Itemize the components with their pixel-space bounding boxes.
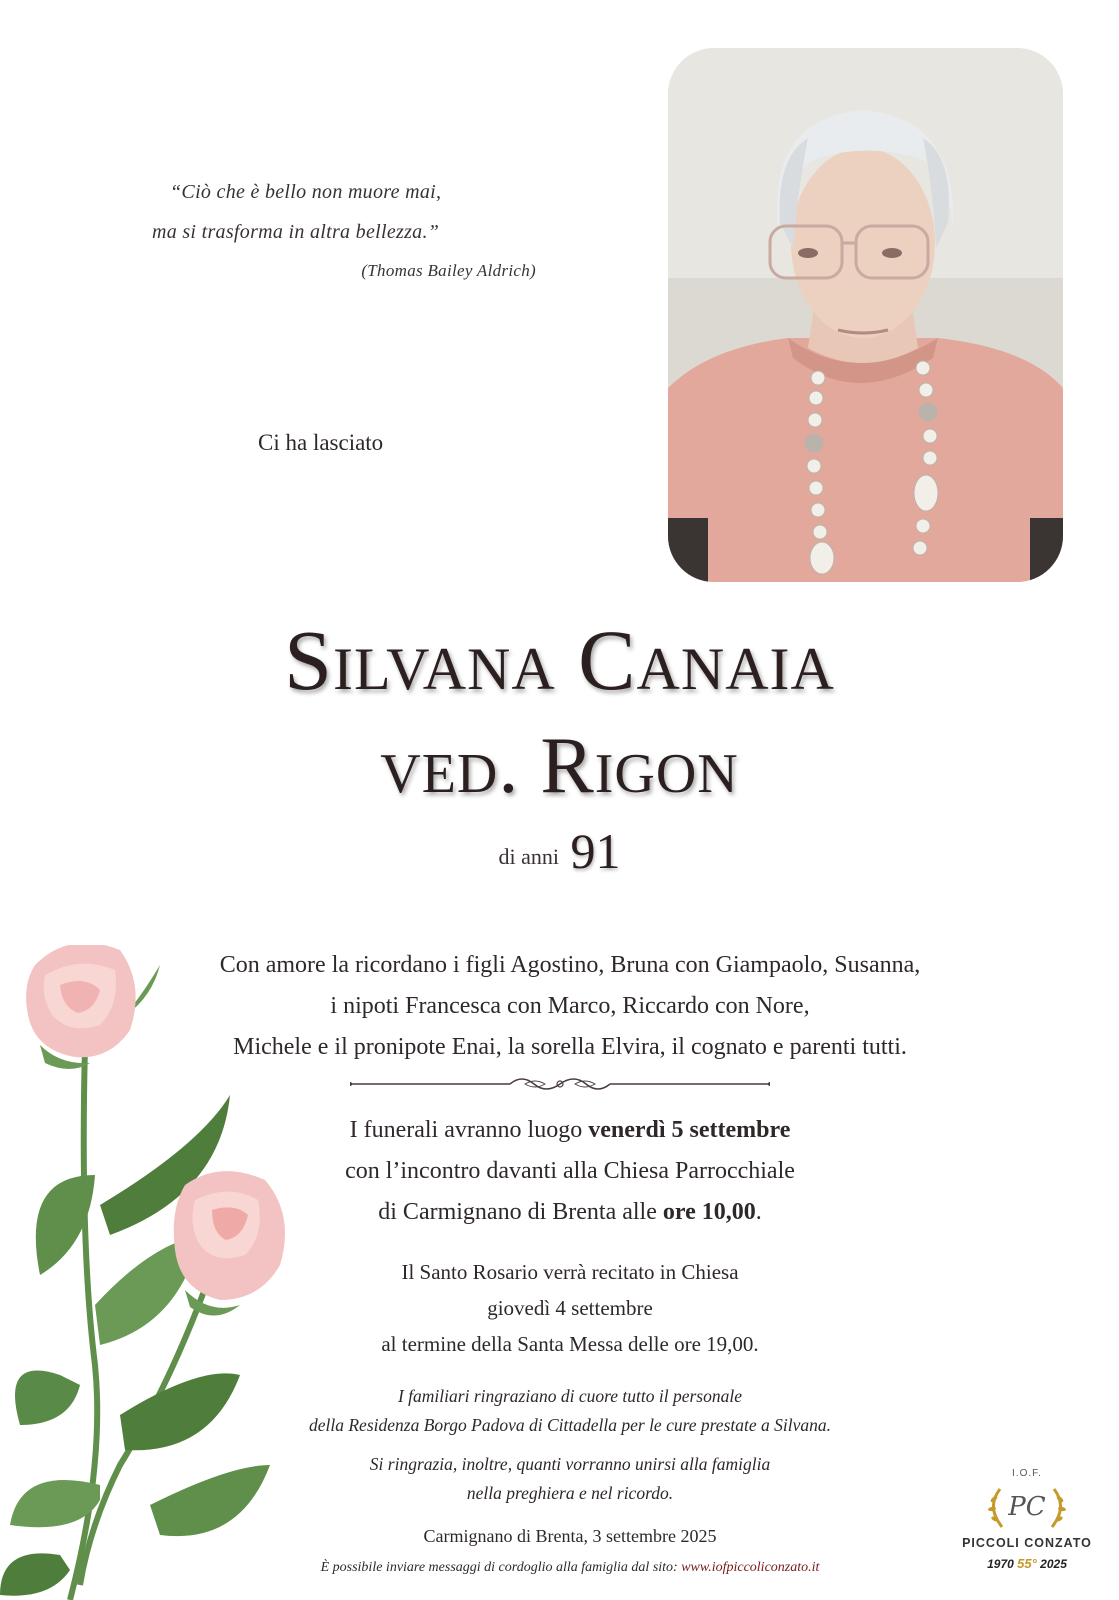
funeral-line-3: di Carmignano di Brenta alle ore 10,00. — [378, 1199, 762, 1225]
funeral-home-logo — [952, 1468, 1102, 1596]
thanks-line-2: della Residenza Borgo Padova di Cittadella per le cure prestate a Silvana. — [309, 1414, 831, 1435]
funeral-date: venerdì 5 settembre — [588, 1117, 791, 1143]
rosary-line-1: Il Santo Rosario verrà recitato in Chiesa — [401, 1260, 739, 1284]
thanks-line-4: nella preghiera e nel ricordo. — [466, 1482, 674, 1503]
deceased-name: Silvana Canaia — [284, 612, 835, 708]
funeral-line-2: con l’incontro davanti alla Chiesa Parrocchiale — [345, 1158, 795, 1184]
ornamental-divider — [350, 1074, 770, 1094]
subtitle-ci-ha-lasciato: Ci ha lasciato — [258, 430, 384, 455]
quote-line-1: “Ciò che è bello non muore mai, — [170, 181, 442, 203]
family-line-1: Con amore la ricordano i figli Agostino, Bruna con Giampaolo, Susanna, — [219, 952, 921, 978]
funeral-details — [130, 1110, 1010, 1233]
quote-author: (Thomas Bailey Aldrich) — [361, 261, 536, 280]
rosary-line-2: giovedì 4 settembre — [487, 1296, 653, 1320]
funeral-time: ore 10,00 — [662, 1199, 756, 1225]
place-and-date: Carmignano di Brenta, 3 settembre 2025 — [423, 1526, 717, 1546]
logo-years: 1970 55° 2025 — [987, 1556, 1067, 1571]
thanks-attendees — [130, 1450, 1010, 1507]
logo-anniversary: 55° — [1017, 1556, 1037, 1571]
age-prefix: di anni — [498, 844, 559, 869]
funeral-line-1: I funerali avranno luogo venerdì 5 settembre — [349, 1117, 791, 1143]
condolence-link[interactable]: www.iofpiccoliconzato.it — [681, 1560, 820, 1575]
condolence-note — [130, 1560, 1010, 1576]
portrait-photo — [668, 48, 1063, 582]
rosary-line-3: al termine della Santa Messa delle ore 19,00. — [381, 1332, 759, 1356]
logo-iof: I.O.F. — [1012, 1468, 1042, 1479]
condolence-text: È possibile inviare messaggi di cordoglio alla famiglia dal sito: — [320, 1560, 682, 1575]
deceased-age — [0, 822, 1119, 880]
family-line-3: Michele e il pronipote Enai, la sorella Elvira, il cognato e parenti tutti. — [233, 1034, 907, 1060]
age-value: 91 — [570, 823, 621, 879]
thanks-line-1: I familiari ringraziano di cuore tutto il personale — [397, 1386, 742, 1406]
portrait-illustration — [668, 48, 1063, 582]
quote-line-2: ma si trasforma in altra bellezza.” — [152, 221, 440, 243]
thanks-staff — [130, 1382, 1010, 1439]
thanks-line-3: Si ringrazia, inoltre, quanti vorranno unirsi alla famiglia — [369, 1454, 771, 1474]
logo-brand: PICCOLI CONZATO — [962, 1536, 1092, 1550]
family-line-2: i nipoti Francesca con Marco, Riccardo con Nore, — [330, 993, 810, 1019]
logo-monogram: PC — [1008, 1492, 1046, 1522]
deceased-married-name: ved. Rigon — [380, 722, 739, 810]
rosary-details — [130, 1254, 1010, 1362]
laurel-emblem-icon — [982, 1481, 1072, 1533]
family-announcement — [130, 945, 1010, 1068]
epigraph-quote — [130, 172, 550, 286]
